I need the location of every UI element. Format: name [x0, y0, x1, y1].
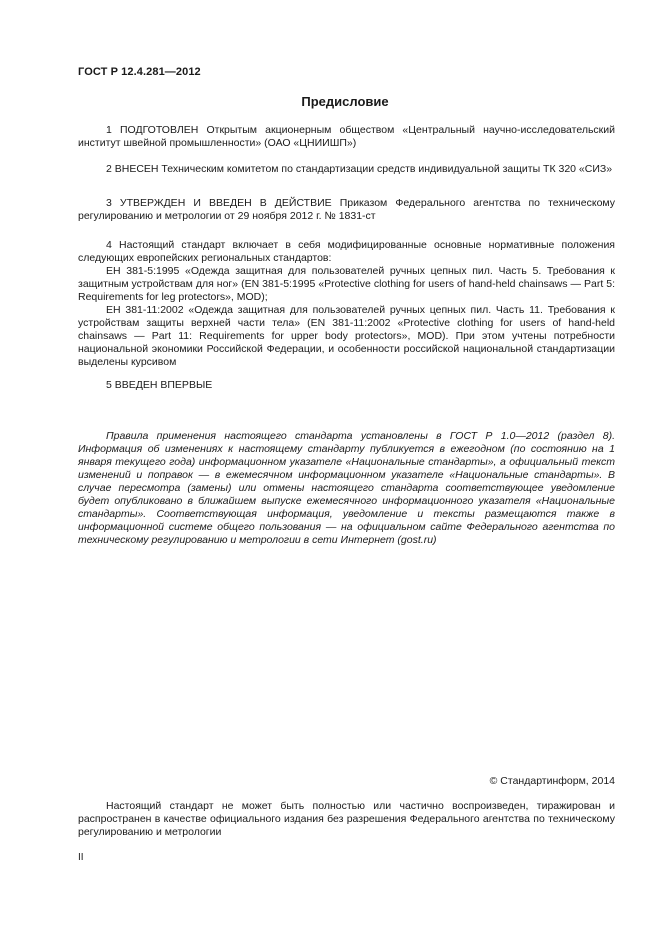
section-3-text: 3 УТВЕРЖДЕН И ВВЕДЕН В ДЕЙСТВИЕ Приказом Федерального агентства по техническому регулированию и метрологии от 29 ноября 2012 г. № 1831-ст — [78, 197, 615, 222]
page-number: II — [78, 852, 84, 863]
page-title: Предисловие — [301, 94, 389, 109]
section-4-standard-2: ЕН 381-11:2002 «Одежда защитная для пользователей ручных цепных пил. Часть 11. Требования к устройствам защиты верхней части тела» (EN 381-11:2002 «Protective clothing for users of hand-held chainsaws — Part 11: Requirements for upper body protectors», MOD). При этом учтены потребности национальной экономики Российской Федерации, и особенности российской национальной стандартизации выделены курсивом — [78, 304, 615, 368]
section-2 — [78, 163, 615, 176]
document-number-header: ГОСТ Р 12.4.281—2012 — [78, 66, 201, 78]
section-4-standard-1: ЕН 381-5:1995 «Одежда защитная для пользователей ручных цепных пил. Часть 5. Требования к защитным устройствам для ног» (EN 381-5:1995 «Protective clothing for users of hand-held chainsaws — Part 5: Requirements for leg protectors», MOD); — [78, 265, 615, 303]
section-4 — [78, 239, 615, 369]
legal-notice: Настоящий стандарт не может быть полностью или частично воспроизведен, тиражирован и распространен в качестве официального издания без разрешения Федерального агентства по техническому регулированию и метрологии — [78, 800, 615, 838]
section-1-text: 1 ПОДГОТОВЛЕН Открытым акционерным обществом «Центральный научно-исследовательский институт швейной промышленности» (ОАО «ЦНИИШП») — [78, 124, 615, 149]
section-4-intro: 4 Настоящий стандарт включает в себя модифицированные основные нормативные положения следующих европейских региональных стандартов: — [78, 239, 615, 264]
copyright: © Стандартинформ, 2014 — [489, 775, 615, 787]
section-3 — [78, 197, 615, 223]
section-1 — [78, 124, 615, 150]
section-5 — [78, 379, 615, 392]
section-2-text: 2 ВНЕСЕН Техническим комитетом по стандартизации средств индивидуальной защиты ТК 320 «СИЗ» — [106, 163, 613, 175]
application-rules-note: Правила применения настоящего стандарта установлены в ГОСТ Р 1.0—2012 (раздел 8). Информация об изменениях к настоящему стандарту публикуется в ежегодном (по состоянию на 1 января текущего года) информационном указателе «Национальные стандарты», а официальный текст изменений и поправок — в ежемесячном информационном указателе «Национальные стандарты». В случае пересмотра (замены) или отмены настоящего стандарта соответствующее уведомление будет опубликовано в ближайшем выпуске ежемесячного информационного указателя «Национальные стандарты». Соответствующая информация, уведомление и тексты размещаются также в информационной системе общего пользования — на официальном сайте Федерального агентства по техническому регулированию и метрологии в сети Интернет (gost.ru) — [78, 430, 615, 546]
section-5-text: 5 ВВЕДЕН ВПЕРВЫЕ — [106, 379, 213, 391]
